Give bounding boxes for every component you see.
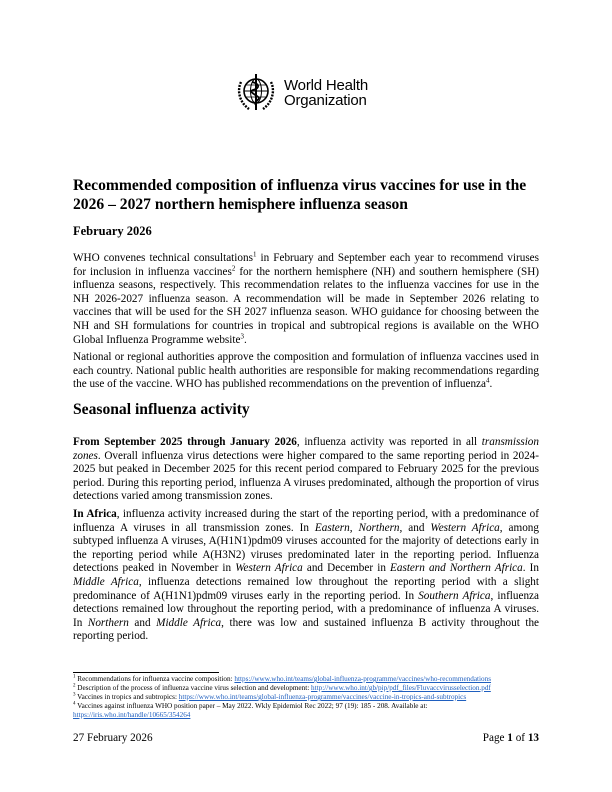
footnote-4	[73, 702, 543, 720]
who-emblem-icon	[233, 70, 279, 116]
who-logo	[233, 70, 383, 116]
italic-region: Middle Africa	[156, 616, 222, 629]
text: . Overall influenza virus detections were higher compared to the same reporting period in 2024-2025 but peaked in December 2025 for this recent period compared to February 2025 for the previous period. During this reporting period, influenza A viruses predominated, although the proportion of virus detections varied among transmission zones.	[73, 449, 539, 503]
text: and December in	[302, 562, 391, 575]
africa-paragraph	[73, 508, 539, 644]
text: , influenza detections remained low throughout the reporting period with a slight predominance of A(H1N1)pdm09 viruses early in the reporting period. In	[73, 575, 540, 602]
footnote-3	[73, 693, 543, 702]
text: .	[243, 333, 247, 346]
italic-region: Western Africa	[430, 521, 500, 534]
footer-date: 27 February 2026	[73, 732, 153, 744]
document-date: February 2026	[73, 224, 152, 238]
text: for the northern hemisphere (NH) and southern hemisphere (SH) influenza seasons, respectively. This recommendation relates to the influenza vaccines for use in the NH 2026-2027 influenza season. A recommendation will be made in September 2026 relating to vaccines that will be used for the SH 2027 influenza season. WHO guidance for choosing between the NH and SH formulations for countries in tropical and subtropical regions is available on the WHO Global Influenza Programme website	[73, 265, 539, 346]
footnote-link[interactable]: https://www.who.int/teams/global-influenza-programme/vaccines/who-recommendations	[234, 675, 492, 683]
footnote-number: 1	[73, 674, 76, 680]
footnote-1	[73, 675, 543, 684]
intro-paragraph-1	[73, 252, 539, 347]
footnote-link[interactable]: https://www.who.int/teams/global-influenza-programme/vaccines/vaccine-in-tropics-and-subtropics	[178, 693, 467, 701]
text: , among subtyped influenza A viruses, A(H1N1)pdm09 viruses accounted for the majority of detections early in the reporting period while A(H3N2) viruses predominated later in the reporting period. Influenza detections peaked in November in	[73, 521, 539, 575]
italic-region: Northern	[87, 616, 129, 629]
activity-paragraph	[73, 436, 539, 504]
footnotes	[73, 675, 543, 720]
text: .	[489, 378, 493, 391]
text: WHO convenes technical consultations	[73, 252, 253, 264]
italic-term: transmission zones	[73, 436, 539, 462]
footnote-ref-1[interactable]: 1	[252, 250, 257, 259]
intro-paragraph-2	[73, 351, 539, 392]
footnote-number: 2	[73, 683, 76, 689]
text: , influenza activity increased during the start of the reporting period, with a predominance of influenza A viruses in all transmission zones. In	[73, 508, 539, 534]
footnote-2	[73, 684, 543, 693]
text: National or regional authorities approve the composition and formulation of influenza vaccines used in each country. National public health authorities are responsible for making recommendations regarding the use of the vaccine. WHO has published recommendations on the prevention of influenza	[73, 351, 539, 391]
text: and	[402, 521, 431, 534]
text: , influenza detections remained low throughout the reporting period, with a predominance of influenza A viruses. In	[73, 589, 539, 629]
italic-region: Eastern and Northern Africa	[390, 562, 523, 575]
page-label: Page	[482, 732, 508, 744]
bold-lead: From September 2025 through January 2026	[73, 436, 297, 448]
page-of: of	[512, 732, 528, 744]
footnote-ref-3[interactable]: 3	[240, 331, 244, 340]
footnote-link[interactable]: http://www.who.int/gb/pip/pdf_files/Fluvaccvirusselection.pdf	[311, 684, 491, 692]
italic-region: Middle Africa	[73, 575, 139, 588]
page-total: 13	[527, 732, 539, 744]
italic-region: Western Africa	[235, 562, 303, 575]
section-heading: Seasonal influenza activity	[73, 401, 250, 418]
logo-wordmark	[284, 78, 368, 108]
text: in February and September each year to recommend viruses for inclusion in influenza vaccines	[73, 252, 539, 278]
footnote-ref-2[interactable]: 2	[231, 263, 236, 272]
text: and	[128, 616, 157, 629]
footnote-text: Recommendations for influenza vaccine composition:	[77, 675, 235, 683]
footnote-text: Vaccines against influenza WHO position paper – May 2022. Wkly Epidemiol Rec 2022; 97 (19): 185 - 208. Available at:	[77, 702, 428, 710]
page-current: 1	[507, 732, 513, 744]
bold-lead: In Africa	[73, 508, 117, 520]
page-number	[483, 732, 539, 744]
footnote-text: Vaccines in tropics and subtropics:	[77, 693, 179, 701]
text: , influenza activity was reported in all	[296, 436, 482, 448]
footnote-number: 4	[73, 701, 76, 707]
text: . In	[522, 562, 539, 575]
text: , there was low and sustained influenza B activity throughout the reporting period.	[73, 616, 540, 643]
footnote-ref-4[interactable]: 4	[485, 376, 490, 385]
logo-line-2: Organization	[284, 92, 367, 109]
footnote-link[interactable]: https://iris.who.int/handle/10665/354264	[73, 711, 191, 719]
footnote-separator	[73, 672, 219, 673]
document-title: Recommended composition of influenza virus vaccines for use in the 2026 – 2027 northern hemisphere influenza season	[73, 177, 527, 213]
italic-region: Southern Africa	[418, 589, 491, 602]
footnote-text: Description of the process of influenza vaccine virus selection and development:	[77, 684, 312, 692]
logo-line-1: World Health	[284, 77, 369, 94]
italic-region: Eastern, Northern,	[314, 521, 403, 534]
footnote-number: 3	[73, 692, 76, 698]
